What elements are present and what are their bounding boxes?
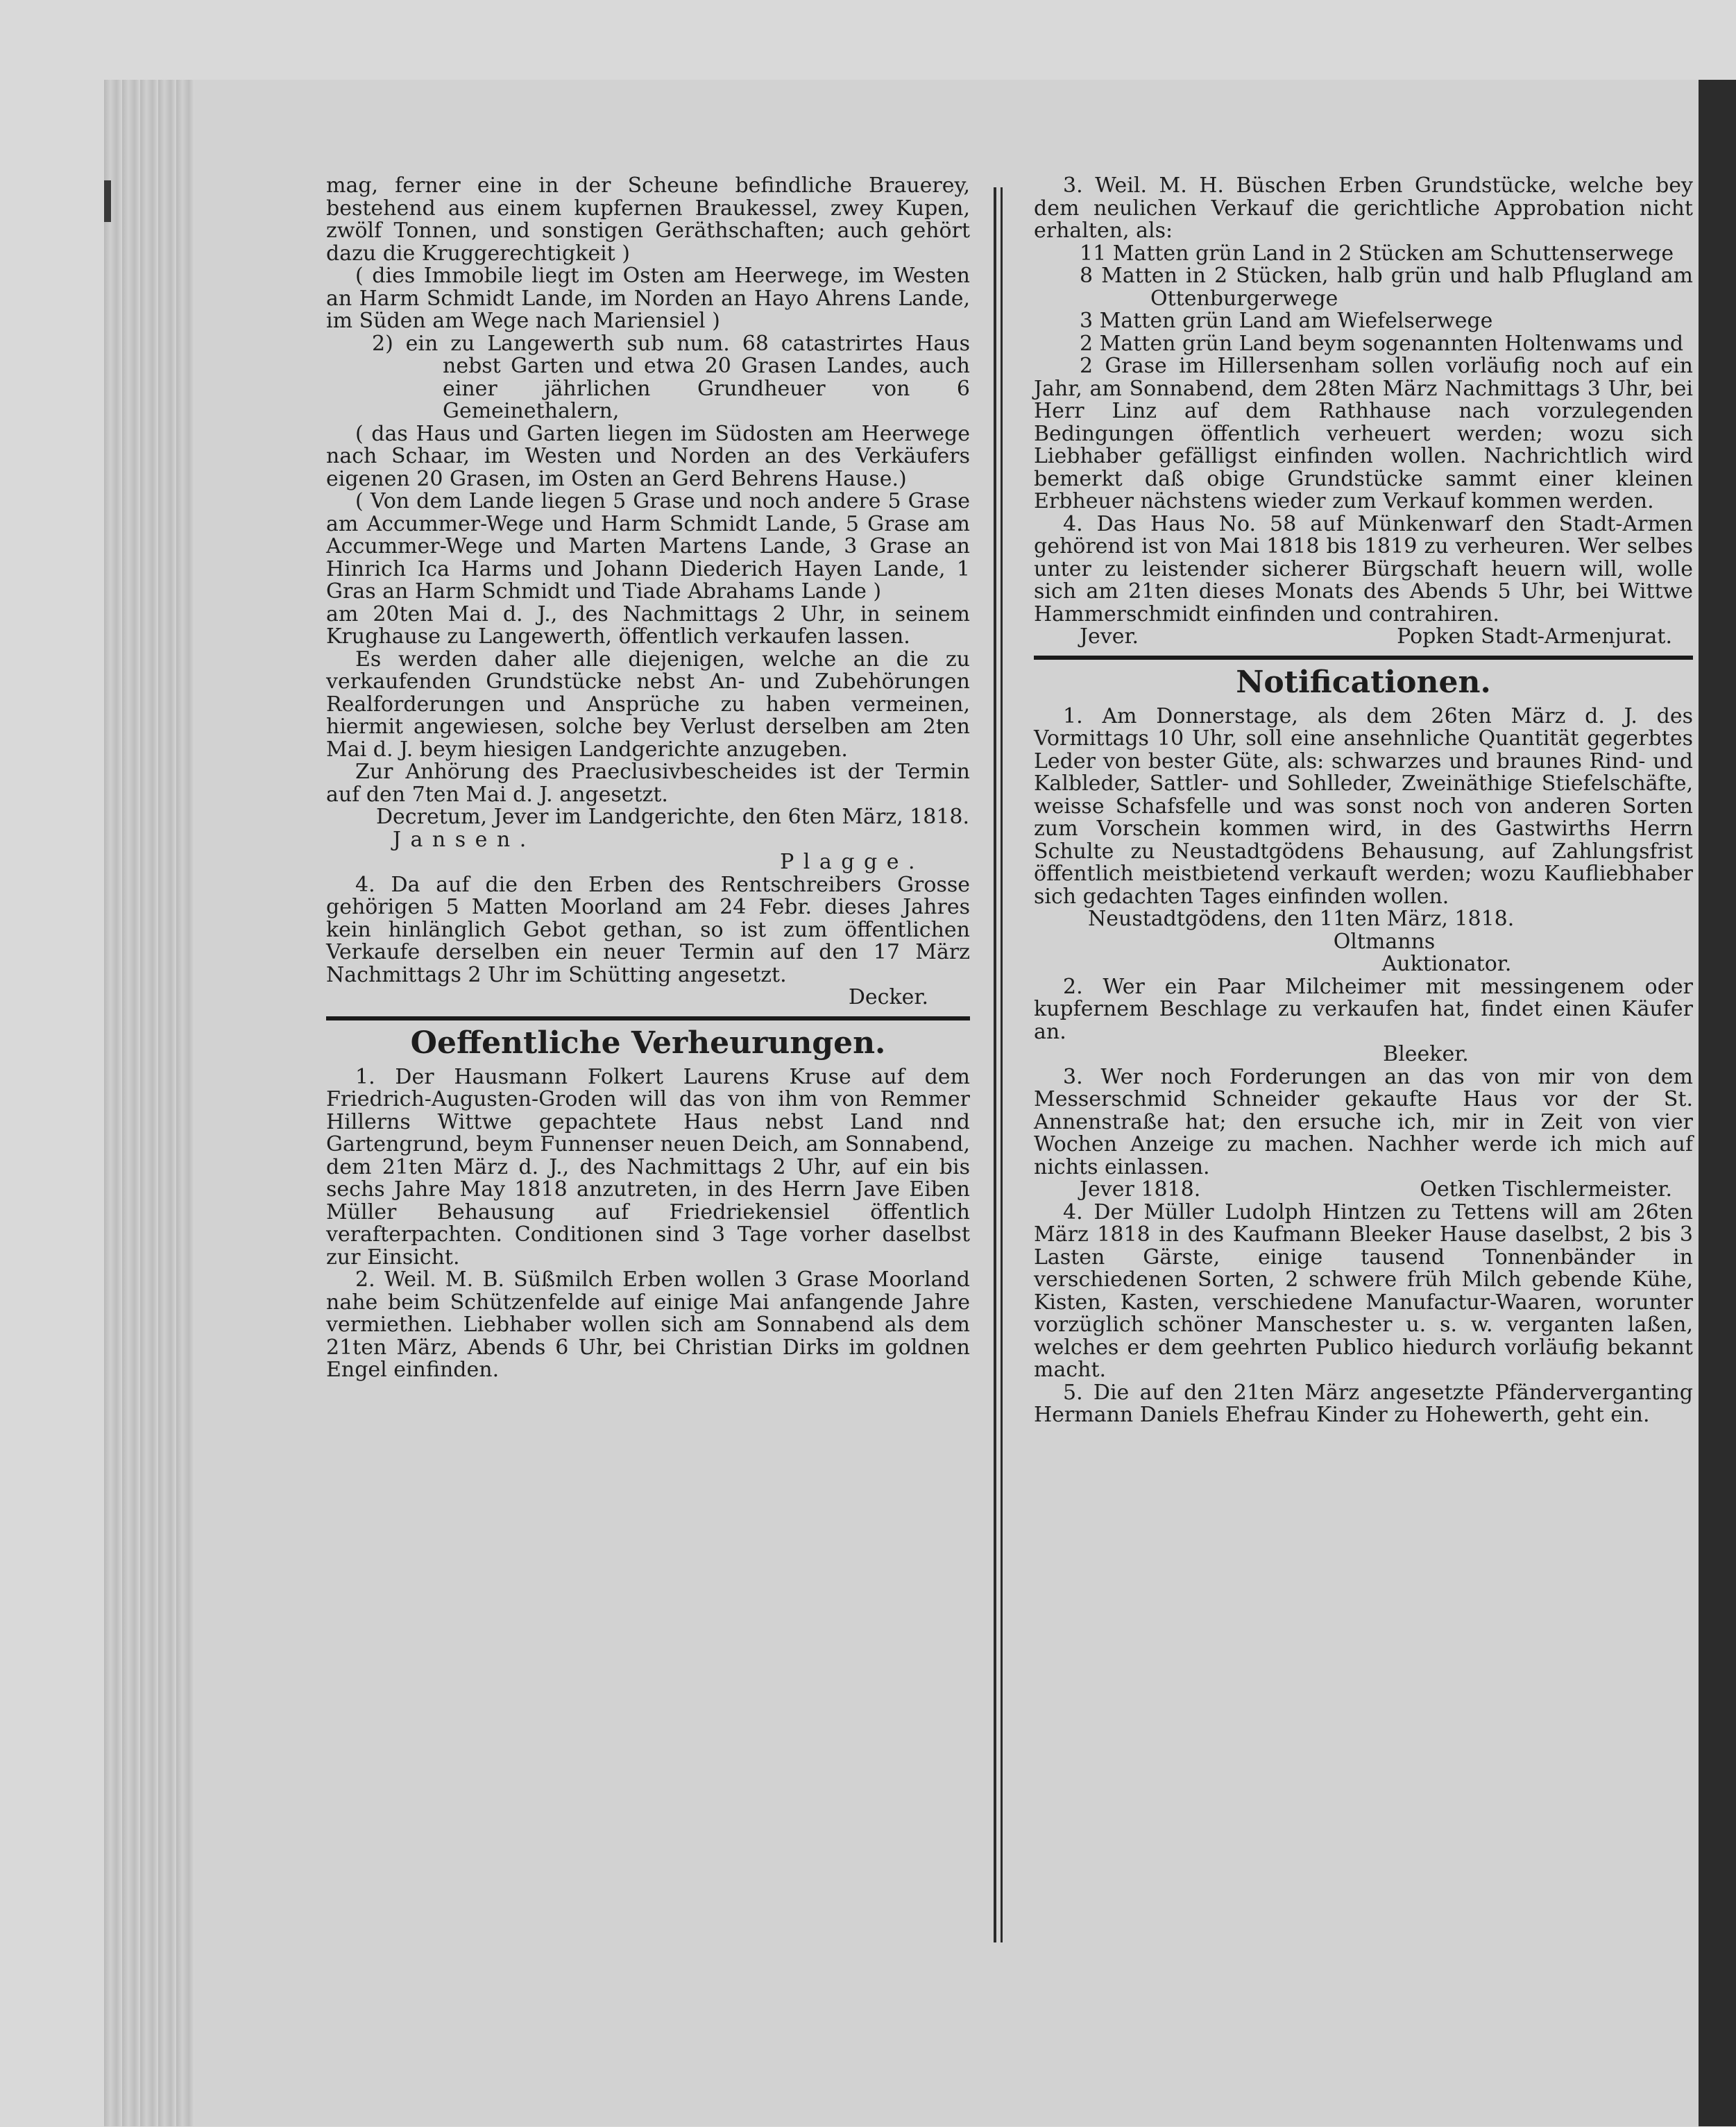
paragraph: ( das Haus und Garten liegen im Südosten am Heerwege nach Schaar, im Westen und Norden an des Verkäufers eigenen 20 Grasen, im Osten an Gerd Behrens Hause.) xyxy=(326,421,970,491)
paragraph: 1. Am Donnerstage, als dem 26ten März d. J. des Vormittags 10 Uhr, soll eine ansehnliche Quantität gegerbtes Leder von bester Güte, als: schwarzes und braunes Rind- und Kalbleder, Sattler- und Sohlleder, Zweinäthige Stiefelschäfte, weisse Schafsfelle und was sonst noch von anderen Sorten zum Vorschein kommen wird, in des Gastwirths Herrn Schulte zu Neustadtgödens Behausung, auf Zahlungsfrist öffentlich meistbietend verkauft werden; wozu Kaufliebhaber sich gedachten Tages einfinden wollen. xyxy=(1034,703,1693,909)
signature-place: Jever. xyxy=(1080,624,1139,649)
signature: Jansen. xyxy=(393,827,536,852)
signature: Plagge. xyxy=(780,850,924,874)
paragraph: ( Von dem Lande liegen 5 Grase und noch andere 5 Grase am Accummer-Wege und Harm Schmidt Lande, 5 Grase am Accummer-Wege und Marten Martens Lande, 3 Grase an Hinrich Ica Harms und Johann Diederich Hayen Lande, 1 Gras an Harm Schmidt und Tiade Abrahams Lande ) xyxy=(326,489,970,604)
paragraph: ( dies Immobile liegt im Osten am Heerwege, im Westen an Harm Schmidt Lande, im Norden an Hayo Ahrens Lande, im Süden am Wege nach Mariensiel ) xyxy=(326,264,970,333)
paragraph: am 20ten Mai d. J., des Nachmittags 2 Uhr, in seinem Krughause zu Langewerth, öffentlich verkaufen lassen. xyxy=(326,601,970,649)
paragraph: Zur Anhörung des Praeclusivbescheides ist der Termin auf den 7ten Mai d. J. angesetzt. xyxy=(326,760,970,807)
decree-line: Decretum, Jever im Landgerichte, den 6ten März, 1818. xyxy=(376,805,970,829)
paragraph: Es werden daher alle diejenigen, welche an die zu verkaufenden Grundstücke nebst An- und Zubehörungen Realforderungen und Ansprüche zu haben vermeinen, hiermit angewiesen, solche bey Verlust derselben am 2ten Mai d. J. beym hiesigen Landgerichte anzugeben. xyxy=(326,647,970,762)
signature: Oltmanns xyxy=(1333,929,1436,954)
paragraph: 2. Wer ein Paar Milcheimer mit messingenem oder kupfernem Beschlage zu verkaufen hat, findet einen Käufer an. xyxy=(1034,974,1693,1044)
list-item: 2) ein zu Langewerth sub num. 68 catastrirtes Haus nebst Garten und etwa 20 Grasen Landes, auch einer jährlichen Grundheuer von 6 Gemeinethalern, xyxy=(372,331,970,423)
right-column xyxy=(1034,175,1693,1427)
list-item: 11 Matten grün Land in 2 Stücken am Schuttenserwege xyxy=(1080,241,1674,266)
section-rule xyxy=(326,1016,970,1020)
paragraph: 3. Wer noch Forderungen an das von mir von dem Messerschmid Schneider gekaufte Haus vor der St. Annenstraße hat; den ersuche ich, mir in Zeit von vier Wochen Anzeige zu machen. Nachher werde ich mich auf nichts einlassen. xyxy=(1034,1064,1693,1179)
signature: Decker. xyxy=(848,985,928,1009)
signature: Oetken Tischlermeister. xyxy=(1420,1177,1672,1202)
paragraph: 4. Das Haus No. 58 auf Münkenwarf den Stadt-Armen gehörend ist von Mai 1818 bis 1819 zu verheuren. Wer selbes unter zu leistender sicherer Bürgschaft heuern will, wolle sich am 21ten dieses Monats des Abends 5 Uhr, bei Wittwe Hammerschmidt einfinden und contrahiren. xyxy=(1034,511,1693,626)
signature-row xyxy=(1034,1179,1693,1202)
paragraph: 4. Da auf die den Erben des Rentschreibers Grosse gehörigen 5 Matten Moorland am 24 Febr. dieses Jahres kein hinlänglich Gebot gethan, so ist zum öffentlichen Verkaufe derselben ein neuer Termin auf den 17 März Nachmittags 2 Uhr im Schütting angesetzt. xyxy=(326,872,970,987)
paragraph: 3. Weil. M. H. Büschen Erben Grundstücke, welche bey dem neulichen Verkauf die gerichtliche Approbation nicht erhalten, als: xyxy=(1034,173,1693,243)
section-heading: Oeffentliche Verheurungen. xyxy=(410,1025,886,1061)
paragraph: 2. Weil. M. B. Süßmilch Erben wollen 3 Grase Moorland nahe beim Schützenfelde auf einige Mai anfangende Jahre vermiethen. Liebhaber wollen sich am Sonnabend als dem 21ten März, Abends 6 Uhr, bei Christian Dirks im goldnen Engel einfinden. xyxy=(326,1267,970,1382)
column-divider xyxy=(1001,187,1003,1942)
signature: Popken Stadt-Armenjurat. xyxy=(1397,624,1672,649)
paragraph: 1. Der Hausmann Folkert Laurens Kruse auf dem Friedrich-Augusten-Groden will das von ihm von Remmer Hillerns Wittwe gepachtete Haus nebst Land nnd Gartengrund, beym Funnenser neuen Deich, am Sonnabend, dem 21ten März d. J., des Nachmittags 2 Uhr, auf ein bis sechs Jahre May 1818 anzutreten, in des Herrn Jave Eiben Müller Behausung auf Friedriekensiel öffentlich verafterpachten. Conditionen sind 3 Tage vorher daselbst zur Einsicht. xyxy=(326,1064,970,1270)
dateline: Neustadtgödens, den 11ten März, 1818. xyxy=(1088,907,1515,931)
page-edge-shadow xyxy=(1699,80,1736,2126)
paragraph: 4. Der Müller Ludolph Hintzen zu Tettens will am 26ten März 1818 in des Kaufmann Bleeker Hause daselbst, 2 bis 3 Lasten Gärste, einige tausend Tonnenbänder in verschiedenen Sorten, 2 schwere früh Milch gebende Kühe, Kisten, Kasten, verschiedene Manufactur-Waaren, worunter vorzüglich schöner Manschester u. s. w. verganten laßen, welches er dem geehrten Publico hiedurch vorläufig bekannt macht. xyxy=(1034,1199,1693,1382)
paragraph: mag, ferner eine in der Scheune befindliche Brauerey, bestehend aus einem kupfernen Braukessel, zwey Kupen, zwölf Tonnen, und sonstigen Geräthschaften; auch gehört dazu die Kruggerechtigkeit ) xyxy=(326,173,970,266)
list-item: 3 Matten grün Land am Wiefelserwege xyxy=(1080,309,1493,333)
edge-mark xyxy=(104,180,111,222)
paragraph: 2 Grase im Hillersenham sollen vorläufig noch auf ein Jahr, am Sonnabend, dem 28ten März Nachmittags 3 Uhr, bei Herr Linz auf dem Rathhause nach vorzulegenden Bedingungen öffentlich verheuert werden; wozu sich Liebhaber gefälligst einfinden wollen. Nachrichtlich wird bemerkt daß obige Grundstücke sammt einer kleinen Erbheuer nächstens wieder zum Verkauf kommen werden. xyxy=(1034,354,1693,513)
signature-place: Jever 1818. xyxy=(1080,1177,1201,1202)
section-rule xyxy=(1034,656,1693,660)
signature-row xyxy=(1034,626,1693,649)
left-column xyxy=(326,175,970,1382)
section-heading: Notificationen. xyxy=(1236,664,1491,700)
paragraph: 5. Die auf den 21ten März angesetzte Pfänderverganting Hermann Daniels Ehefrau Kinder zu Hohewerth, geht ein. xyxy=(1034,1380,1693,1427)
column-divider xyxy=(994,187,996,1942)
signature-title: Auktionator. xyxy=(1381,952,1512,976)
signature: Bleeker. xyxy=(1383,1042,1469,1066)
list-item: 8 Matten in 2 Stücken, halb grün und halb Pflugland am Ottenburgerwege xyxy=(1080,264,1693,311)
page-binding xyxy=(104,80,194,2126)
list-item: 2 Matten grün Land beym sogenannten Holtenwams und xyxy=(1080,331,1684,356)
